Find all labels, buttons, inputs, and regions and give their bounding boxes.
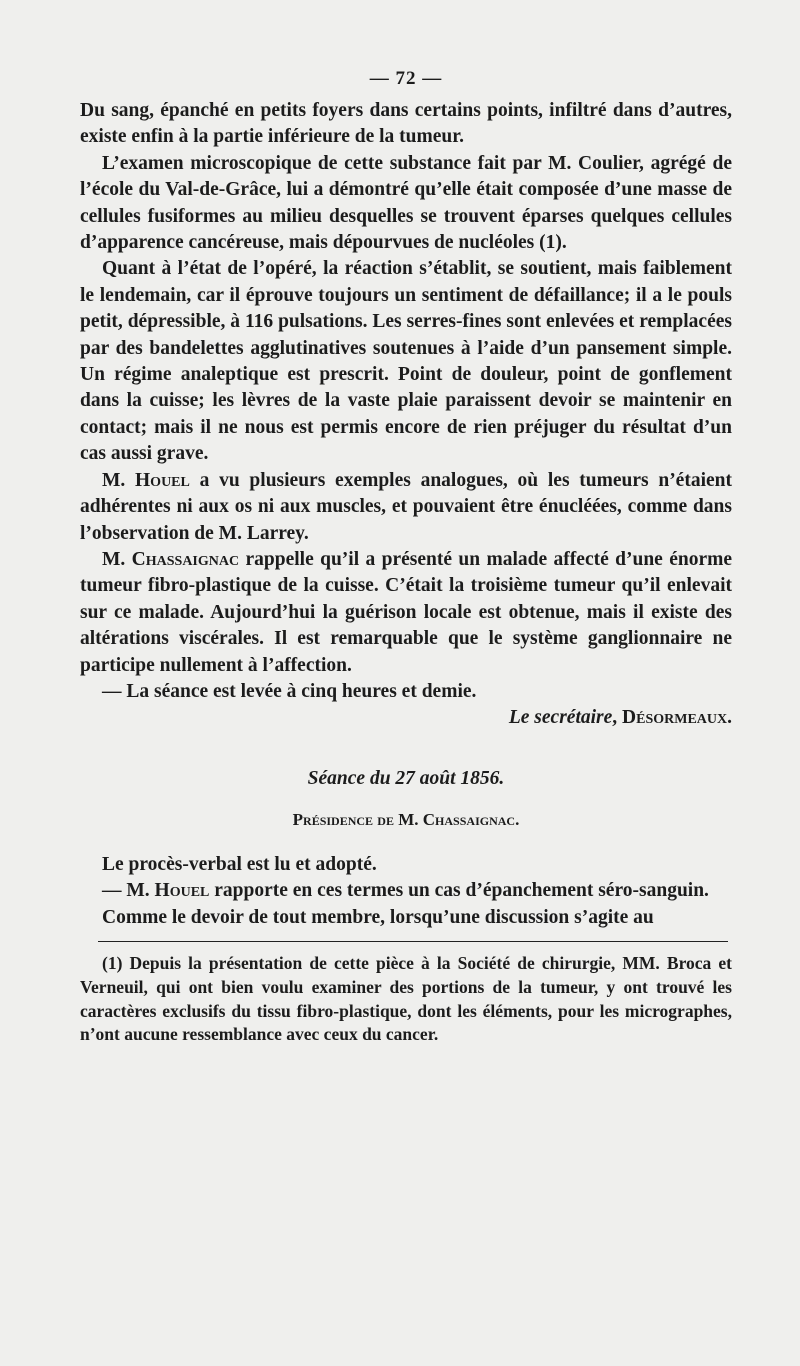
- presidency-heading: Présidence de M. Chassaignac.: [292, 809, 520, 829]
- paragraph: Comme le devoir de tout membre, lorsqu’une discussion s’agite au: [102, 906, 654, 928]
- signature-name: Désormeaux.: [622, 707, 732, 729]
- paragraph: Du sang, épanché en petits foyers dans certains points, infiltré dans d’autres, existe enfin à la partie inférieure de la tumeur.: [80, 100, 732, 148]
- paragraph-text: rappelle qu’il a présenté un malade affecté d’une énorme tumeur fibro-plastique de la cuisse. C’était la troisième tumeur qu’il enlevait sur ce malade. Aujourd’hui la guérison locale est obtenue, mais il existe des altérations viscérales. Il est remarquable que le système ganglionnaire ne participe nullement à l’affection.: [80, 548, 733, 676]
- speaker-name: M. Houel: [102, 469, 190, 491]
- session-title: Séance du 27 août 1856.: [307, 767, 505, 789]
- paragraph-text: a vu plusieurs exemples analogues, où les tumeurs n’étaient adhérentes ni aux os ni aux muscles, et pouvaient être énucléées, comme dans l’observation de M. Larrey.: [80, 469, 732, 544]
- paragraph-text: rapporte en ces termes un cas d’épanchement séro-sanguin.: [209, 880, 709, 902]
- page-number: — 72 —: [369, 68, 443, 89]
- signature-role: Le secrétaire: [508, 707, 613, 729]
- paragraph: [80, 547, 732, 679]
- paragraph: Le procès-verbal est lu et adopté.: [102, 853, 377, 875]
- paragraph: L’examen microscopique de cette substance fait par M. Coulier, agrégé de l’école du Val-de-Grâce, lui a démontré qu’elle était composée d’une masse de cellules fusiformes au milieu desquelles se trouvent éparses quelques cellules d’apparence cancéreuse, mais dépourvues de nucléoles (1).: [80, 152, 732, 254]
- signature: Le secrétaire, Désormeaux.: [508, 707, 732, 729]
- session-text: [80, 852, 732, 931]
- speaker-name: Houel: [154, 880, 210, 902]
- speaker-name: M. Chassaignac: [102, 548, 240, 570]
- main-text: [80, 98, 732, 732]
- footnote: (1) Depuis la présentation de cette pièce à la Société de chirurgie, MM. Broca et Verneuil, qui ont bien voulu examiner des portions de la tumeur, y ont trouvé les caractères exclusifs du tissu fibro-plastique, dont les éléments, pour les micrographes, n’ont aucune ressemblance avec ceux du cancer.: [80, 952, 732, 1045]
- paragraph-text: — M.: [102, 880, 155, 902]
- footnote-divider: [98, 941, 728, 942]
- paragraph: [80, 878, 732, 904]
- paragraph: — La séance est levée à cinq heures et demie.: [102, 680, 477, 702]
- paragraph: Quant à l’état de l’opéré, la réaction s’établit, se soutient, mais faiblement le lendemain, car il éprouve toujours un sentiment de défaillance; il a le pouls petit, dépressible, à 116 pulsations. Les serres-fines sont enlevées et remplacées par des bandelettes agglutinatives soutenues à l’aide d’un pansement simple. Un régime analeptique est prescrit. Point de douleur, point de gonflement dans la cuisse; les lèvres de la vaste plaie paraissent devoir se maintenir en contact; mais il ne nous est permis encore de rien préjuger du résultat d’un cas aussi grave.: [80, 258, 732, 465]
- paragraph: [80, 468, 732, 547]
